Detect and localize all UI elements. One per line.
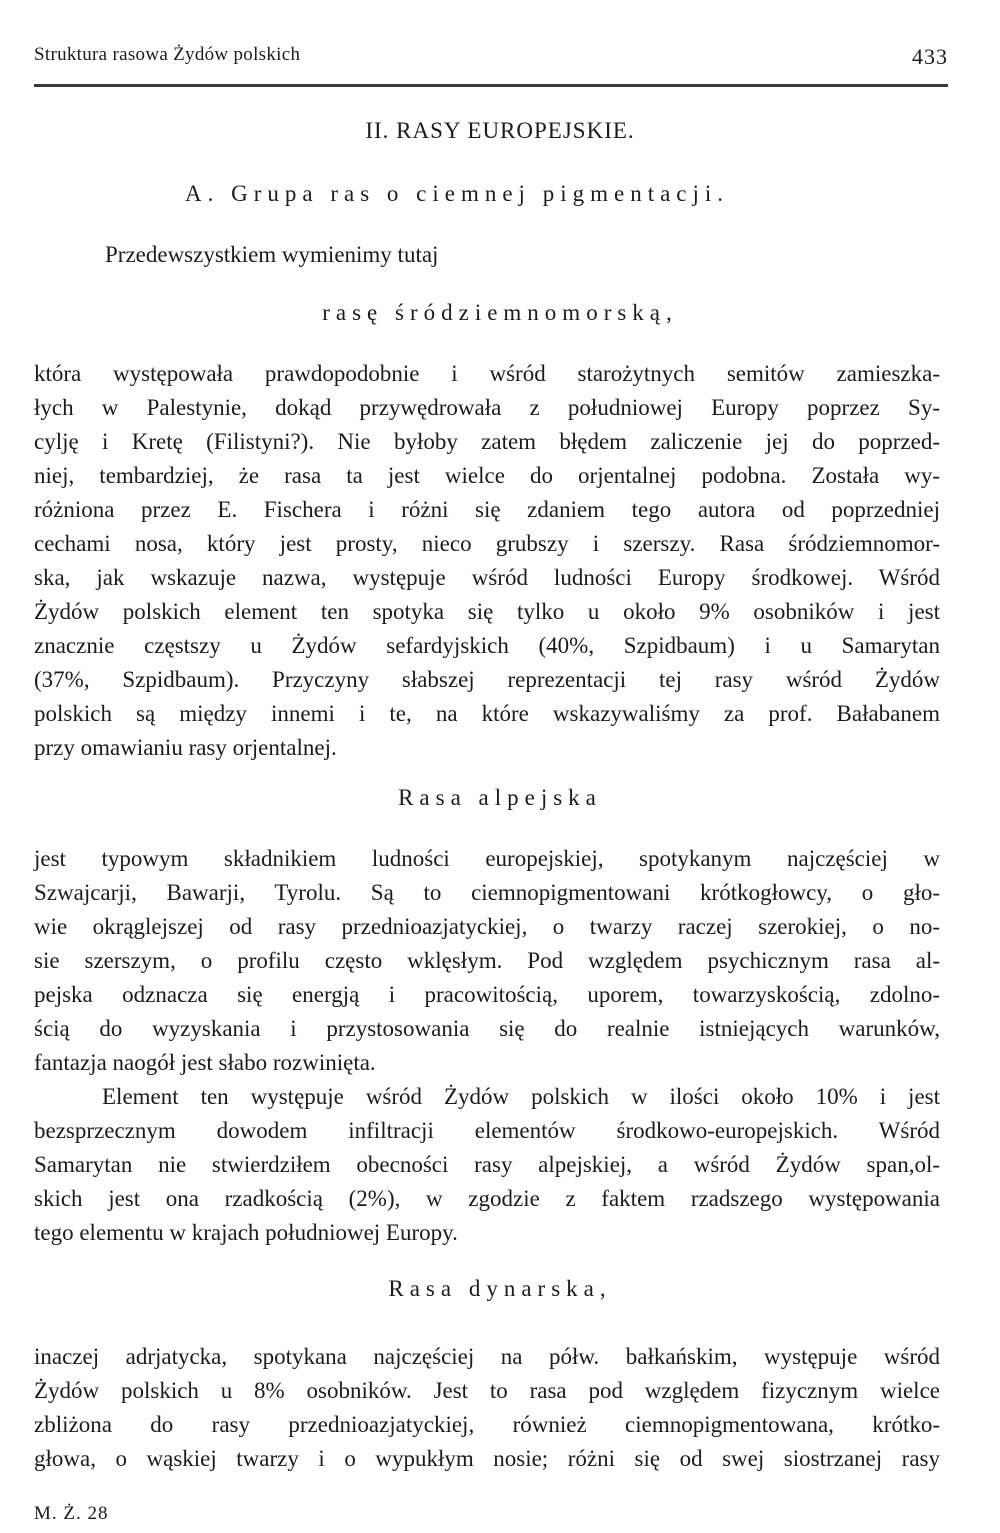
- text-line: cechami nosa, który jest prosty, nieco grubszy i szerszy. Rasa śródziemnomor-: [34, 531, 940, 556]
- text-line: głowa, o wąskiej twarzy i o wypukłym nosie; różni się od swej siostrzanej rasy: [34, 1446, 940, 1471]
- text-line: inaczej adrjatycka, spotykana najczęściej na półw. bałkańskim, występuje wśród: [34, 1344, 940, 1369]
- text-line: fantazja naogół jest słabo rozwinięta.: [34, 1050, 376, 1075]
- text-line: jest typowym składnikiem ludności europejskiej, spotykanym najczęściej w: [34, 846, 940, 871]
- subsection-heading: A. Grupa ras o ciemnej pigmentacji.: [185, 181, 730, 206]
- text-line: bezsprzecznym dowodem infiltracji elementów środkowo-europejskich. Wśród: [34, 1118, 940, 1143]
- text-line: Żydów polskich element ten spotyka się tylko u około 9% osobników i jest: [34, 599, 940, 624]
- running-title: Struktura rasowa Żydów polskich: [34, 44, 301, 65]
- header-rule: [34, 84, 948, 87]
- text-line: znacznie częstszy u Żydów sefardyjskich (40%, Szpidbaum) i u Samarytan: [34, 633, 940, 658]
- paragraph-mediterranean: [34, 357, 940, 765]
- text-line: ska, jak wskazuje nazwa, występuje wśród ludności Europy środkowej. Wśród: [34, 565, 940, 590]
- printer-signature: M. Ż. 28: [34, 1503, 109, 1524]
- text-line: która występowała prawdopodobnie i wśród starożytnych semitów zamieszka-: [34, 361, 940, 386]
- text-line: pejska odznacza się energją i pracowitością, uporem, towarzyskością, zdolno-: [34, 982, 940, 1007]
- text-line: Szwajcarji, Bawarji, Tyrolu. Są to ciemnopigmentowani krótkogłowcy, o gło-: [34, 880, 940, 905]
- race-title-mediterranean: rasę śródziemnomorską,: [322, 300, 678, 325]
- text-line: cylję i Kretę (Filistyni?). Nie byłoby zatem błędem zaliczenie jej do poprzed-: [34, 429, 940, 454]
- text-line: Żydów polskich u 8% osobników. Jest to rasa pod względem fizycznym wielce: [34, 1378, 940, 1403]
- text-line: łych w Palestynie, dokąd przywędrowała z południowej Europy poprzez Sy-: [34, 395, 940, 420]
- text-line: zbliżona do rasy przednioazjatyckiej, również ciemnopigmentowana, krótko-: [34, 1412, 940, 1437]
- text-line: różniona przez E. Fischera i różni się zdaniem tego autora od poprzedniej: [34, 497, 940, 522]
- text-line: Element ten występuje wśród Żydów polskich w ilości około 10% i jest: [102, 1084, 940, 1109]
- text-line: przy omawianiu rasy orjentalnej.: [34, 735, 337, 760]
- race-title-alpine: Rasa alpejska: [398, 785, 602, 810]
- intro-line: Przedewszystkiem wymienimy tutaj: [105, 242, 439, 267]
- text-line: polskich są między innemi i te, na które wskazywaliśmy za prof. Bałabanem: [34, 701, 940, 726]
- text-line: wie okrąglejszej od rasy przednioazjatyckiej, o twarzy raczej szerokiej, o no-: [34, 914, 940, 939]
- text-line: ścią do wyzyskania i przystosowania się do realnie istniejących warunków,: [34, 1016, 940, 1041]
- paragraph-dinaric: [34, 1340, 940, 1476]
- paragraph-alpine: [34, 842, 940, 1250]
- section-heading: II. RASY EUROPEJSKIE.: [365, 118, 635, 143]
- text-line: sie szerszym, o profilu często wklęsłym. Pod względem psychicznym rasa al-: [34, 948, 940, 973]
- text-line: niej, tembardziej, że rasa ta jest wielce do orjentalnej podobna. Została wy-: [34, 463, 940, 488]
- text-line: Samarytan nie stwierdziłem obecności rasy alpejskiej, a wśród Żydów span,ol-: [34, 1152, 940, 1177]
- race-title-dinaric: Rasa dynarska,: [388, 1276, 612, 1301]
- text-line: (37%, Szpidbaum). Przyczyny słabszej reprezentacji tej rasy wśród Żydów: [34, 667, 940, 692]
- page-number: 433: [912, 44, 948, 69]
- text-line: tego elementu w krajach południowej Europy.: [34, 1220, 458, 1245]
- text-line: skich jest ona rzadkością (2%), w zgodzie z faktem rzadszego występowania: [34, 1186, 940, 1211]
